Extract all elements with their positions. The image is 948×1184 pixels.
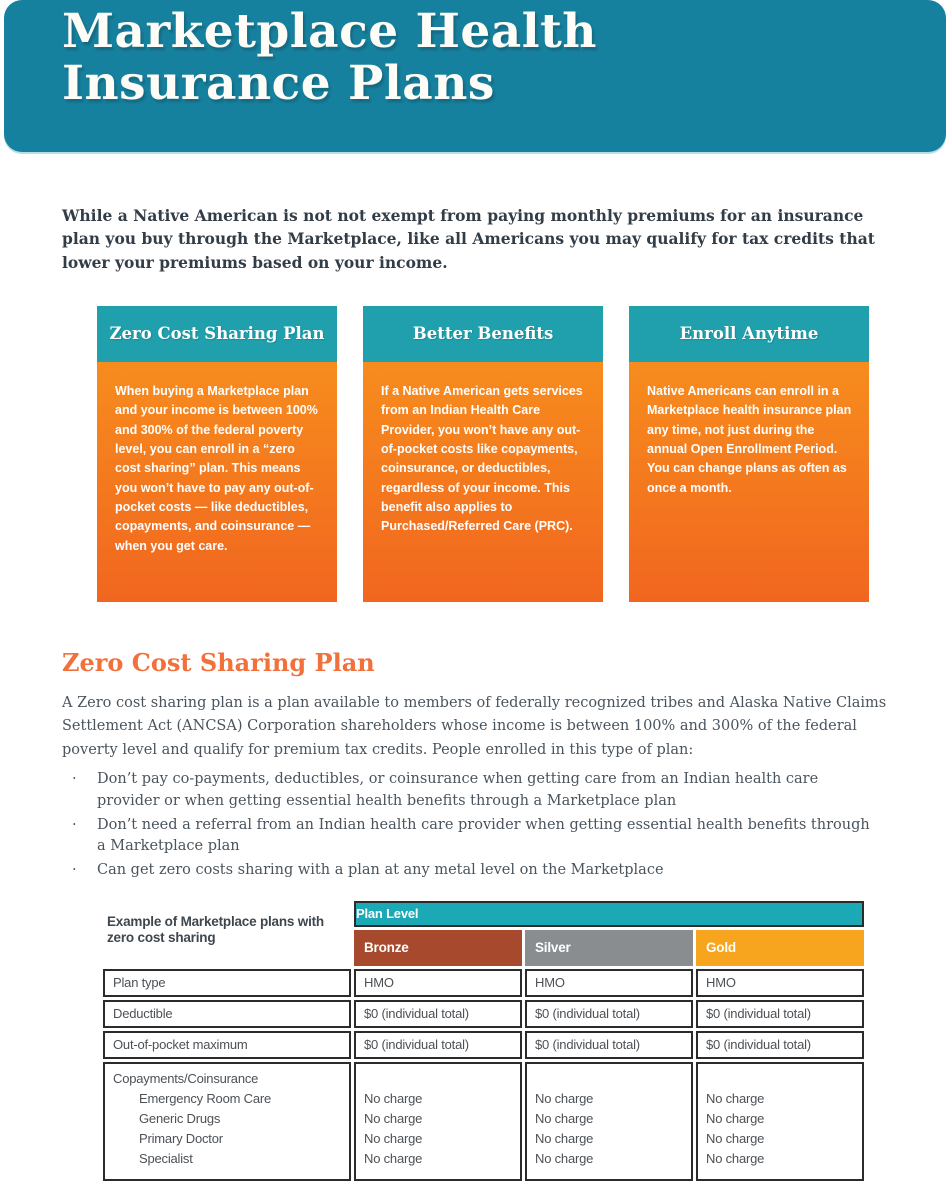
cell-value: $0 (individual total) — [354, 1031, 522, 1059]
section-paragraph: A Zero cost sharing plan is a plan available to members of federally recognized tribes and Alaska Native Claims Settlement Act (ANCSA) Corporation shareholders whose income is between 100% and 300% of the federal poverty level and qualify for premium tax credits. People enrolled in this type of plan: — [62, 694, 887, 758]
sub-row-label: Specialist — [139, 1150, 193, 1166]
cell-value: No charge — [535, 1150, 594, 1166]
card-title: Better Benefits — [412, 324, 554, 344]
cell-value: HMO — [525, 969, 693, 997]
table-row — [103, 969, 864, 997]
list-item — [70, 769, 878, 813]
page-header-banner — [4, 0, 946, 152]
plan-level-header: Plan Level — [354, 901, 864, 927]
cell-value: $0 (individual total) — [354, 1000, 522, 1028]
bullet-icon: · — [72, 862, 77, 879]
sub-row-label: Emergency Room Care — [139, 1090, 272, 1106]
card-enroll-anytime — [629, 306, 869, 602]
page-title-line1: Marketplace Health — [62, 4, 597, 59]
card-title: Zero Cost Sharing Plan — [109, 324, 325, 344]
spacer — [706, 1069, 854, 1089]
cell-value: No charge — [364, 1130, 423, 1146]
bullet-text: Don’t pay co-payments, deductibles, or coinsurance when getting care from an Indian health care provider or when getting essential health benefits through a Marketplace plan — [97, 771, 819, 809]
card-body: Native Americans can enroll in a Marketplace health insurance plan any time, not just during the annual Open Enrollment Period. You can change plans as often as once a month. — [629, 362, 869, 602]
card-body: When buying a Marketplace plan and your income is between 100% and 300% of the federal poverty level, you can enroll in a “zero cost sharing” plan. This means you won’t have to pay any out-of-pocket costs — like deductibles, copayments, and coinsurance — when you get care. — [97, 362, 337, 602]
plan-comparison-table — [100, 898, 867, 1184]
cell-value: No charge — [706, 1110, 765, 1126]
sub-row-label: Primary Doctor — [139, 1130, 223, 1146]
cell-value: No charge — [364, 1150, 423, 1166]
cell-value: $0 (individual total) — [525, 1000, 693, 1028]
list-item — [70, 815, 878, 859]
page-title — [62, 6, 946, 109]
cell-value: No charge — [706, 1150, 765, 1166]
card-header — [629, 306, 869, 362]
cell-value: $0 (individual total) — [696, 1000, 864, 1028]
spacer — [535, 1069, 683, 1089]
column-header-gold: Gold — [696, 930, 864, 966]
intro-paragraph: While a Native American is not not exempt from paying monthly premiums for an insurance plan you buy through the Marketplace, like all Americans you may qualify for tax credits that lower your premiums based on your income. — [62, 206, 875, 272]
card-zero-cost-sharing — [97, 306, 337, 602]
card-better-benefits — [363, 306, 603, 602]
cell-value: No charge — [535, 1090, 594, 1106]
card-body: If a Native American gets services from an Indian Health Care Provider, you won’t have any out-of-pocket costs like copayments, coinsurance, or deductibles, regardless of your income. This benefit also applies to Purchased/Referred Care (PRC). — [363, 362, 603, 602]
cell-value: HMO — [696, 969, 864, 997]
page-title-line2: Insurance Plans — [62, 55, 495, 111]
table-row-copayments-group — [103, 1062, 864, 1181]
group-value-cell — [525, 1062, 693, 1181]
cell-value: No charge — [535, 1130, 594, 1146]
card-header — [97, 306, 337, 362]
group-row-title: Copayments/Coinsurance — [113, 1070, 259, 1086]
cell-value: HMO — [354, 969, 522, 997]
table-row — [103, 1000, 864, 1028]
bullet-icon: · — [72, 816, 77, 833]
cell-value: No charge — [706, 1130, 765, 1146]
card-title: Enroll Anytime — [679, 324, 819, 344]
table-row-plan-level — [103, 901, 864, 927]
cell-value: No charge — [364, 1110, 423, 1126]
table-corner-label: Example of Marketplace plans with zero cost sharing — [107, 913, 324, 946]
row-label: Deductible — [103, 1000, 351, 1028]
column-header-silver: Silver — [525, 930, 693, 966]
cell-value: No charge — [535, 1110, 594, 1126]
column-header-bronze: Bronze — [354, 930, 522, 966]
sub-row-label: Generic Drugs — [139, 1110, 221, 1126]
spacer — [364, 1069, 512, 1089]
section-heading: Zero Cost Sharing Plan — [62, 647, 375, 677]
bullet-list — [70, 769, 878, 882]
cell-value: $0 (individual total) — [525, 1031, 693, 1059]
card-header — [363, 306, 603, 362]
group-value-cell — [696, 1062, 864, 1181]
cell-value: $0 (individual total) — [696, 1031, 864, 1059]
benefit-cards-row — [97, 306, 867, 602]
bullet-text: Can get zero costs sharing with a plan at any metal level on the Marketplace — [97, 862, 664, 879]
group-value-cell — [354, 1062, 522, 1181]
cell-value: No charge — [706, 1090, 765, 1106]
row-label: Out-of-pocket maximum — [103, 1031, 351, 1059]
row-label: Plan type — [103, 969, 351, 997]
bullet-text: Don’t need a referral from an Indian health care provider when getting essential health benefits through a Marketplace plan — [97, 816, 870, 855]
table-row — [103, 1031, 864, 1059]
cell-value: No charge — [364, 1090, 423, 1106]
bullet-icon: · — [72, 771, 77, 788]
group-label-cell — [103, 1062, 351, 1181]
list-item — [70, 860, 878, 882]
